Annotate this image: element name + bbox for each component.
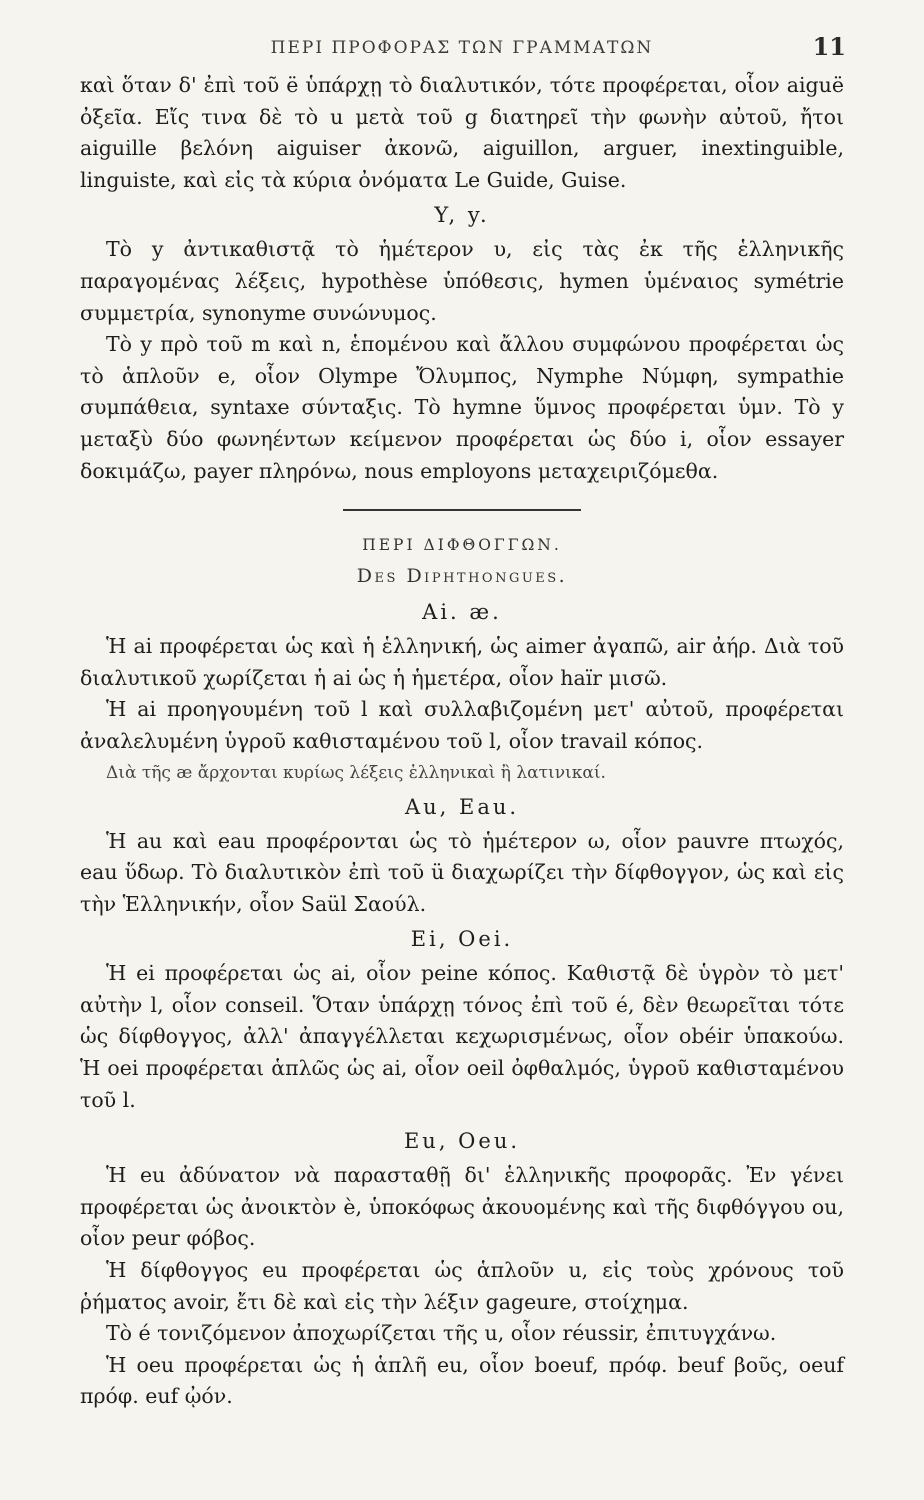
section-title: ΠΕΡΙ ΔΙΦΘΟΓΓΩΝ.	[362, 536, 562, 555]
subheading-au: Au, Eau.	[404, 794, 520, 819]
paragraph: Τὸ y πρὸ τοῦ m καὶ n, ἑπομένου καὶ ἄλλου συμφώνου προφέρεται ὡς τὸ ἁπλοῦν e, οἷον Olympe Ὄλυμπος, Nymphe Νύμφη, sympathie συμπάθεια, syntaxe σύνταξις. Τὸ hymne ὕμνος προφέρεται ὑμν. Τὸ y μεταξὺ δύο φωνηέντων κείμενον προφέρεται ὡς δύο i, οἷον essayer δοκιμάζω, payer πληρόνω, nous employons μεταχειριζόμεθα.	[80, 332, 844, 483]
paragraph: Τὸ é τονιζόμενον ἀποχωρίζεται τῆς u, οἷον réussir, ἐπιτυγχάνω.	[106, 1321, 777, 1346]
paragraph: Ἡ eu ἀδύνατον νὰ παρασταθῇ δι' ἑλληνικῆς προφορᾶς. Ἐν γένει προφέρεται ὡς ἀνοικτὸν è, ὑποκόφως ἀκουομένης καὶ τῆς διφθόγγου ou, οἷον peur φόβος.	[80, 1163, 844, 1251]
subheading-y: Y, y.	[434, 203, 490, 228]
running-header	[80, 32, 846, 62]
spacer	[80, 1116, 844, 1122]
section-divider	[343, 509, 581, 511]
header-title: ΠΕΡΙ ΠΡΟΦΟΡΑΣ ΤΩΝ ΓΡΑΜΜΑΤΩΝ	[270, 38, 654, 58]
paragraph: καὶ ὅταν δ' ἐπὶ τοῦ ë ὑπάρχῃ τὸ διαλυτικόν, τότε προφέρεται, οἷον aiguë ὀξεῖα. Εἴς τινα δὲ τὸ u μετὰ τοῦ g διατηρεῖ τὴν φωνὴν αὐτοῦ, ἤτοι aiguille βελόνη aiguiser ἀκονῶ, aiguillon, arguer, inextinguible, linguiste, καὶ εἰς τὰ κύρια ὀνόματα Le Guide, Guise.	[80, 73, 844, 192]
subheading-ei: Ei, Oei.	[410, 927, 514, 952]
paragraph: Ἡ ai προηγουμένη τοῦ l καὶ συλλαβιζομένη μετ' αὐτοῦ, προφέρεται ἀναλελυμένη ὑγροῦ καθισταμένου τοῦ l, οἷον travail κόπος.	[80, 697, 844, 753]
paragraph: Ἡ δίφθογγος eu προφέρεται ὡς ἁπλοῦν u, εἰς τοὺς χρόνους τοῦ ῥήματος avoir, ἔτι δὲ καὶ εἰς τὴν λέξιν gageure, στοίχημα.	[80, 1258, 844, 1314]
page-number: 11	[812, 32, 846, 61]
paragraph: Ἡ au καὶ eau προφέρονται ὡς τὸ ἡμέτερον ω, οἷον pauvre πτωχός, eau ὕδωρ. Τὸ διαλυτικὸν ἐπὶ τοῦ ü διαχωρίζει τὴν δίφθογγον, ὡς καὶ εἰς τὴν Ἑλληνικήν, οἷον Saül Σαούλ.	[80, 828, 844, 916]
paragraph: Τὸ y ἀντικαθιστᾷ τὸ ἡμέτερον υ, εἰς τὰς ἐκ τῆς ἑλληνικῆς παραγομένας λέξεις, hypothèse ὑπόθεσις, hymen ὑμέναιος symétrie συμμετρία, synonyme συνώνυμος.	[80, 237, 844, 325]
subheading-ai: Ai. æ.	[422, 600, 502, 625]
paragraph: Ἡ ei προφέρεται ὡς ai, οἷον peine κόπος. Καθιστᾷ δὲ ὑγρὸν τὸ μετ' αὐτὴν l, οἷον conseil. Ὅταν ὑπάρχῃ τόνος ἐπὶ τοῦ é, δὲν θεωρεῖται τότε ὡς δίφθογγος, ἀλλ' ἀπαγγέλλεται κεχωρισμένως, οἷον obéir ὑπακούω. Ἡ oei προφέρεται ἁπλῶς ὡς ai, οἷον oeil ὀφθαλμός, ὑγροῦ καθισταμένου τοῦ l.	[80, 961, 844, 1112]
paragraph: Ἡ oeu προφέρεται ὡς ἡ ἁπλῆ eu, οἷον boeuf, πρόφ. beuf βοῦς, oeuf πρόφ. euf ᾠόν.	[80, 1352, 844, 1409]
paragraph: Διὰ τῆς æ ἄρχονται κυρίως λέξεις ἑλληνικαὶ ἢ λατινικαί.	[106, 762, 606, 783]
section-subtitle: Des Diphthongues.	[356, 565, 568, 588]
paragraph: Ἡ ai προφέρεται ὡς καὶ ἡ ἑλληνική, ὡς aimer ἀγαπῶ, air ἀήρ. Διὰ τοῦ διαλυτικοῦ χωρίζεται ἡ ai ὡς ἡ ἡμετέρα, οἷον haïr μισῶ.	[80, 634, 844, 690]
page-body	[80, 70, 844, 1413]
subheading-eu: Eu, Oeu.	[403, 1129, 521, 1154]
